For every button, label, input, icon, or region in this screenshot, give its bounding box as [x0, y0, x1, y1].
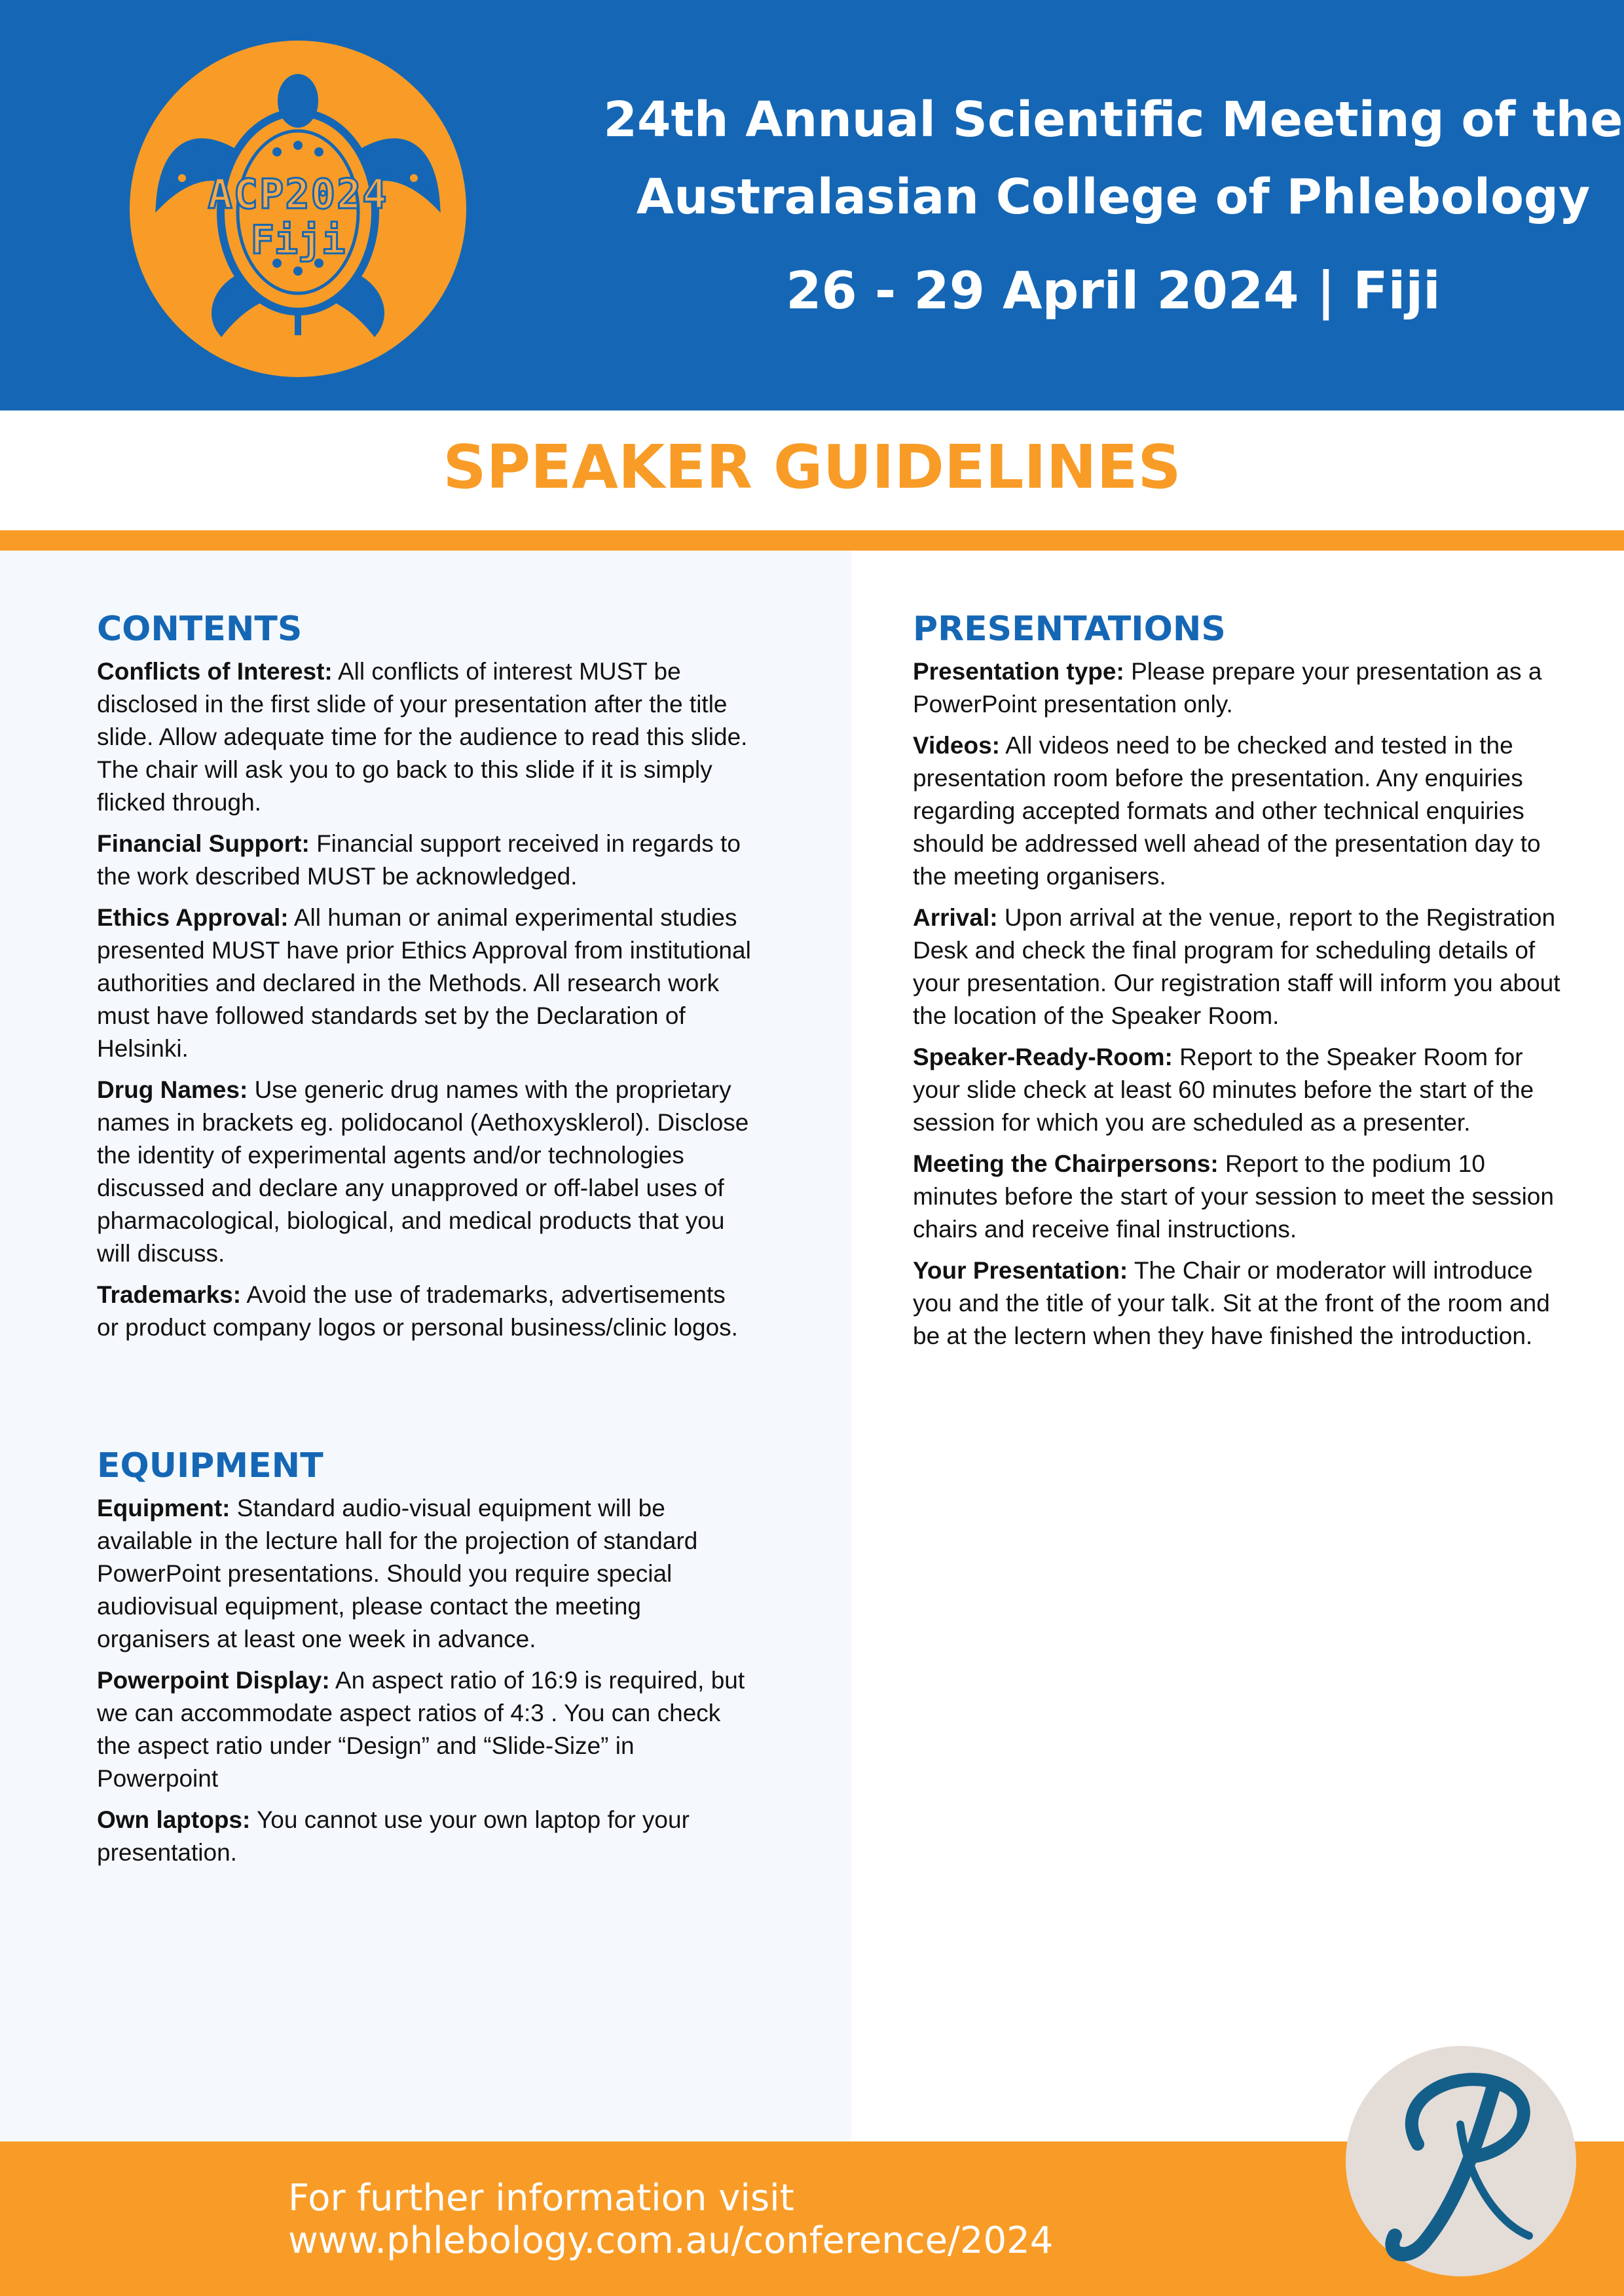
presentations-item [913, 1041, 1568, 1139]
presentations-item-label: Meeting the Chairpersons: [913, 1150, 1219, 1177]
footer-info-text: For further information visit [288, 2177, 794, 2219]
contents-item-text: Avoid the use of trademarks, advertisements or product company logos or personal business/clinic logos. [97, 1281, 738, 1341]
presentations-item-label: Videos: [913, 732, 1000, 759]
page-title: SPEAKER GUIDELINES [443, 432, 1181, 502]
equipment-item [97, 1492, 752, 1656]
contents-item [97, 655, 752, 819]
presentations-item-label: Your Presentation: [913, 1257, 1128, 1284]
contents-item [97, 1074, 752, 1270]
presentations-item [913, 655, 1568, 721]
equipment-item-label: Own laptops: [97, 1806, 251, 1833]
contents-item-text: Financial support received in regards to the work described MUST be acknowledged. [97, 830, 741, 890]
presentations-item [913, 1148, 1568, 1246]
logo-text-acp2024: ACP2024 [208, 170, 388, 218]
equipment-item [97, 1804, 752, 1869]
presentations-item-text: Report to the Speaker Room for your slide check at least 60 minutes before the start of the session for which you are scheduled as a presenter. [913, 1044, 1534, 1136]
presentations-item [913, 902, 1568, 1032]
equipment-heading: EQUIPMENT [97, 1446, 323, 1485]
right-column [913, 606, 1568, 1361]
presentations-item-text: Upon arrival at the venue, report to the Registration Desk and check the final program for scheduling details of your presentation. Our registration staff will inform you about the location of the Speaker Room. [913, 904, 1560, 1029]
presentations-list [913, 655, 1568, 1353]
divider-bar [0, 530, 1624, 551]
contents-heading: CONTENTS [97, 610, 303, 649]
presentations-item-text: All videos need to be checked and tested in the presentation room before the presentation. Any enquiries regarding accepted formats and other technical enquiries should be addressed well ahead of the presentation day to the meeting organisers. [913, 732, 1541, 890]
contents-item [97, 828, 752, 893]
contents-item-label: Ethics Approval: [97, 904, 289, 931]
logo-text-fiji: Fiji [250, 217, 346, 263]
meeting-title-line1: 24th Annual Scientific Meeting of the [603, 92, 1623, 148]
equipment-list [97, 1492, 752, 1869]
phlebology-p-logo-icon [1346, 2046, 1576, 2276]
contents-item-label: Trademarks: [97, 1281, 242, 1308]
equipment-item [97, 1664, 752, 1795]
footer-url-link[interactable]: www.phlebology.com.au/conference/2024 [288, 2219, 1054, 2262]
equipment-item-label: Powerpoint Display: [97, 1667, 330, 1694]
equipment-item-text: Standard audio-visual equipment will be available in the lecture hall for the projection of standard PowerPoint presentations. Should you require special audiovisual equipment, please contact the meeting organisers at least one week in advance. [97, 1495, 698, 1652]
presentations-item [913, 1254, 1568, 1353]
presentations-item-text: Please prepare your presentation as a PowerPoint presentation only. [913, 658, 1542, 718]
contents-item-text: Use generic drug names with the proprietary names in brackets eg. polidocanol (Aethoxysklerol). Disclose the identity of experimental agents and/or technologies discussed and declare any unapproved or off-label uses of pharmacological, biological, and medical products that you will discuss. [97, 1076, 749, 1267]
presentations-item-label: Arrival: [913, 904, 998, 931]
equipment-item-label: Equipment: [97, 1495, 231, 1522]
acp2024-logo [130, 41, 466, 377]
meeting-title-line2: Australasian College of Phlebology [636, 169, 1591, 225]
header-banner [0, 0, 1624, 410]
left-column [97, 606, 752, 1878]
equipment-item-text: An aspect ratio of 16:9 is required, but we can accommodate aspect ratios of 4:3 . You can check the aspect ratio under “Design” and “Slide-Size” in Powerpoint [97, 1667, 745, 1792]
contents-item-label: Conflicts of Interest: [97, 658, 333, 685]
contents-item-text: All human or animal experimental studies presented MUST have prior Ethics Approval from institutional authorities and declared in the Methods. All research work must have followed standards set by the Declaration of Helsinki. [97, 904, 751, 1062]
contents-item [97, 1279, 752, 1344]
meeting-date: 26 - 29 April 2024 | Fiji [786, 262, 1441, 321]
phlebology-logo [1346, 2046, 1576, 2276]
contents-item-label: Drug Names: [97, 1076, 248, 1103]
presentations-heading: PRESENTATIONS [913, 610, 1226, 649]
contents-item [97, 902, 752, 1065]
equipment-item-text: You cannot use your own laptop for your presentation. [97, 1806, 690, 1866]
contents-item-label: Financial Support: [97, 830, 310, 857]
presentations-item-label: Presentation type: [913, 658, 1124, 685]
contents-list [97, 655, 752, 1344]
contents-item-text: All conflicts of interest MUST be disclosed in the first slide of your presentation after the title slide. Allow adequate time for the audience to read this slide. The chair will ask you to go back to this slide if it is simply flicked through. [97, 658, 748, 816]
presentations-item-text: The Chair or moderator will introduce you and the title of your talk. Sit at the front of the room and be at the lectern when they have finished the introduction. [913, 1257, 1550, 1349]
presentations-item-text: Report to the podium 10 minutes before the start of your session to meet the session chairs and receive final instructions. [913, 1150, 1554, 1243]
presentations-item-label: Speaker-Ready-Room: [913, 1044, 1173, 1070]
presentations-item [913, 729, 1568, 893]
